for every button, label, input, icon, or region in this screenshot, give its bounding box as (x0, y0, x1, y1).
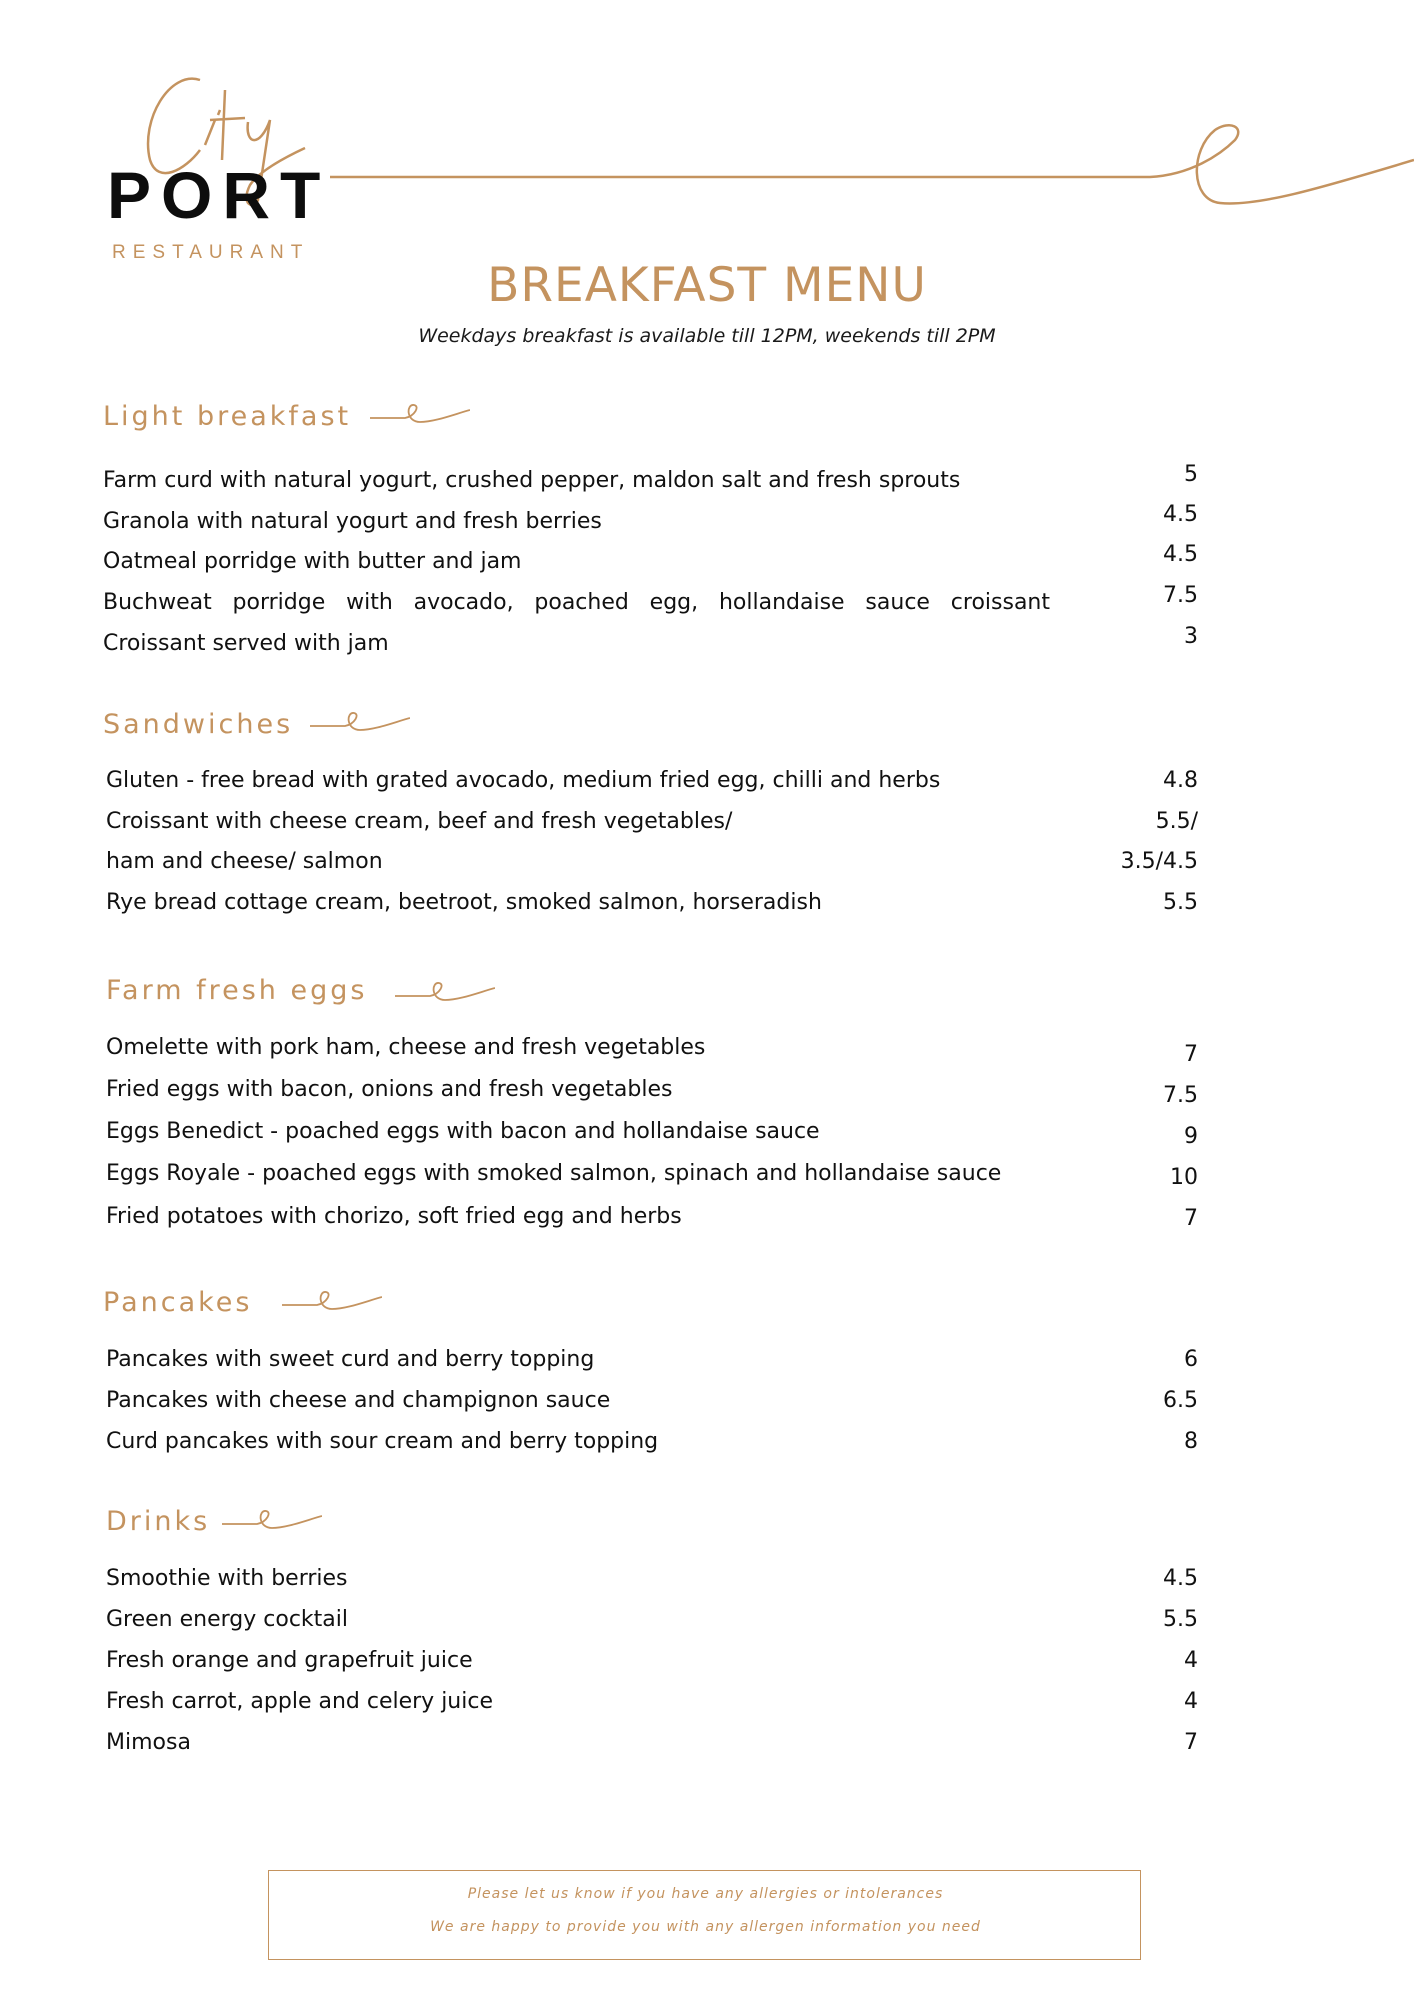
allergy-notice-line-2: We are happy to provide you with any allergen information you need (430, 1919, 981, 1935)
section-flourish-icon (395, 978, 495, 1006)
allergy-notice-box (268, 1870, 1141, 1960)
menu-item-name: Gluten - free bread with grated avocado, medium fried egg, chilli and herbs (106, 768, 941, 793)
logo-port: PORT (107, 158, 331, 232)
menu-subtitle: Weekdays breakfast is available till 12PM, weekends till 2PM (418, 325, 996, 347)
menu-item-name: Oatmeal porridge with butter and jam (103, 549, 522, 574)
menu-item-name: Buchweat porridge with avocado, poached egg, hollandaise sauce croissant (103, 590, 1050, 615)
menu-title: BREAKFAST MENU (487, 258, 927, 313)
menu-item-price: 7 (1184, 1042, 1198, 1067)
allergy-notice-line-1: Please let us know if you have any allergies or intolerances (467, 1886, 944, 1902)
section-flourish-icon (370, 400, 470, 428)
menu-item-name: Pancakes with cheese and champignon sauce (106, 1388, 611, 1413)
section-title-pancakes: Pancakes (103, 1287, 253, 1318)
menu-item-price: 4 (1184, 1648, 1198, 1673)
menu-item-name: Curd pancakes with sour cream and berry topping (106, 1429, 659, 1454)
menu-item-price: 3 (1184, 624, 1198, 649)
menu-item-name: ham and cheese/ salmon (106, 849, 383, 874)
menu-item-price: 4.5 (1163, 542, 1198, 567)
menu-item-name: Smoothie with berries (106, 1566, 348, 1591)
menu-item-price: 7.5 (1163, 1083, 1198, 1108)
menu-item-price: 5.5 (1163, 890, 1198, 915)
section-title-light-breakfast: Light breakfast (103, 401, 352, 432)
menu-item-price: 5.5/ (1155, 809, 1198, 834)
menu-item-name: Croissant served with jam (103, 631, 389, 656)
menu-item-name: Eggs Benedict - poached eggs with bacon and hollandaise sauce (106, 1119, 820, 1144)
menu-item-name: Omelette with pork ham, cheese and fresh vegetables (106, 1035, 706, 1060)
menu-item-price: 4.8 (1163, 768, 1198, 793)
menu-item-name: Pancakes with sweet curd and berry topping (106, 1347, 595, 1372)
section-flourish-icon (282, 1287, 382, 1315)
menu-item-name: Fried potatoes with chorizo, soft fried egg and herbs (106, 1204, 682, 1229)
menu-item-name: Granola with natural yogurt and fresh berries (103, 509, 602, 534)
header-flourish-line (330, 115, 1414, 215)
menu-item-price: 4 (1184, 1689, 1198, 1714)
section-flourish-icon (310, 708, 410, 736)
menu-item-name: Green energy cocktail (106, 1607, 348, 1632)
section-title-drinks: Drinks (106, 1506, 211, 1537)
menu-item-price: 7.5 (1163, 583, 1198, 608)
menu-item-price: 6 (1184, 1347, 1198, 1372)
menu-item-price: 4.5 (1163, 1566, 1198, 1591)
menu-item-name: Mimosa (106, 1730, 191, 1755)
logo-restaurant-tagline: RESTAURANT (112, 242, 310, 263)
menu-item-name: Eggs Royale - poached eggs with smoked salmon, spinach and hollandaise sauce (106, 1161, 1002, 1186)
menu-item-price: 4.5 (1163, 502, 1198, 527)
menu-item-name: Fried eggs with bacon, onions and fresh vegetables (106, 1077, 673, 1102)
menu-item-price: 7 (1184, 1206, 1198, 1231)
menu-item-price: 7 (1184, 1730, 1198, 1755)
section-title-farm-fresh-eggs: Farm fresh eggs (106, 975, 368, 1006)
section-flourish-icon (222, 1506, 322, 1534)
section-title-sandwiches: Sandwiches (103, 709, 294, 740)
menu-item-name: Rye bread cottage cream, beetroot, smoked salmon, horseradish (106, 890, 822, 915)
menu-item-price: 8 (1184, 1429, 1198, 1454)
menu-item-name: Fresh carrot, apple and celery juice (106, 1689, 493, 1714)
menu-item-price: 5.5 (1163, 1607, 1198, 1632)
menu-item-name: Fresh orange and grapefruit juice (106, 1648, 473, 1673)
menu-item-price: 3.5/4.5 (1120, 849, 1198, 874)
menu-item-name: Farm curd with natural yogurt, crushed pepper, maldon salt and fresh sprouts (103, 468, 961, 493)
menu-item-price: 5 (1184, 462, 1198, 487)
menu-item-price: 10 (1170, 1165, 1198, 1190)
menu-item-name: Croissant with cheese cream, beef and fresh vegetables/ (106, 809, 733, 834)
menu-item-price: 9 (1184, 1124, 1198, 1149)
menu-item-price: 6.5 (1163, 1388, 1198, 1413)
